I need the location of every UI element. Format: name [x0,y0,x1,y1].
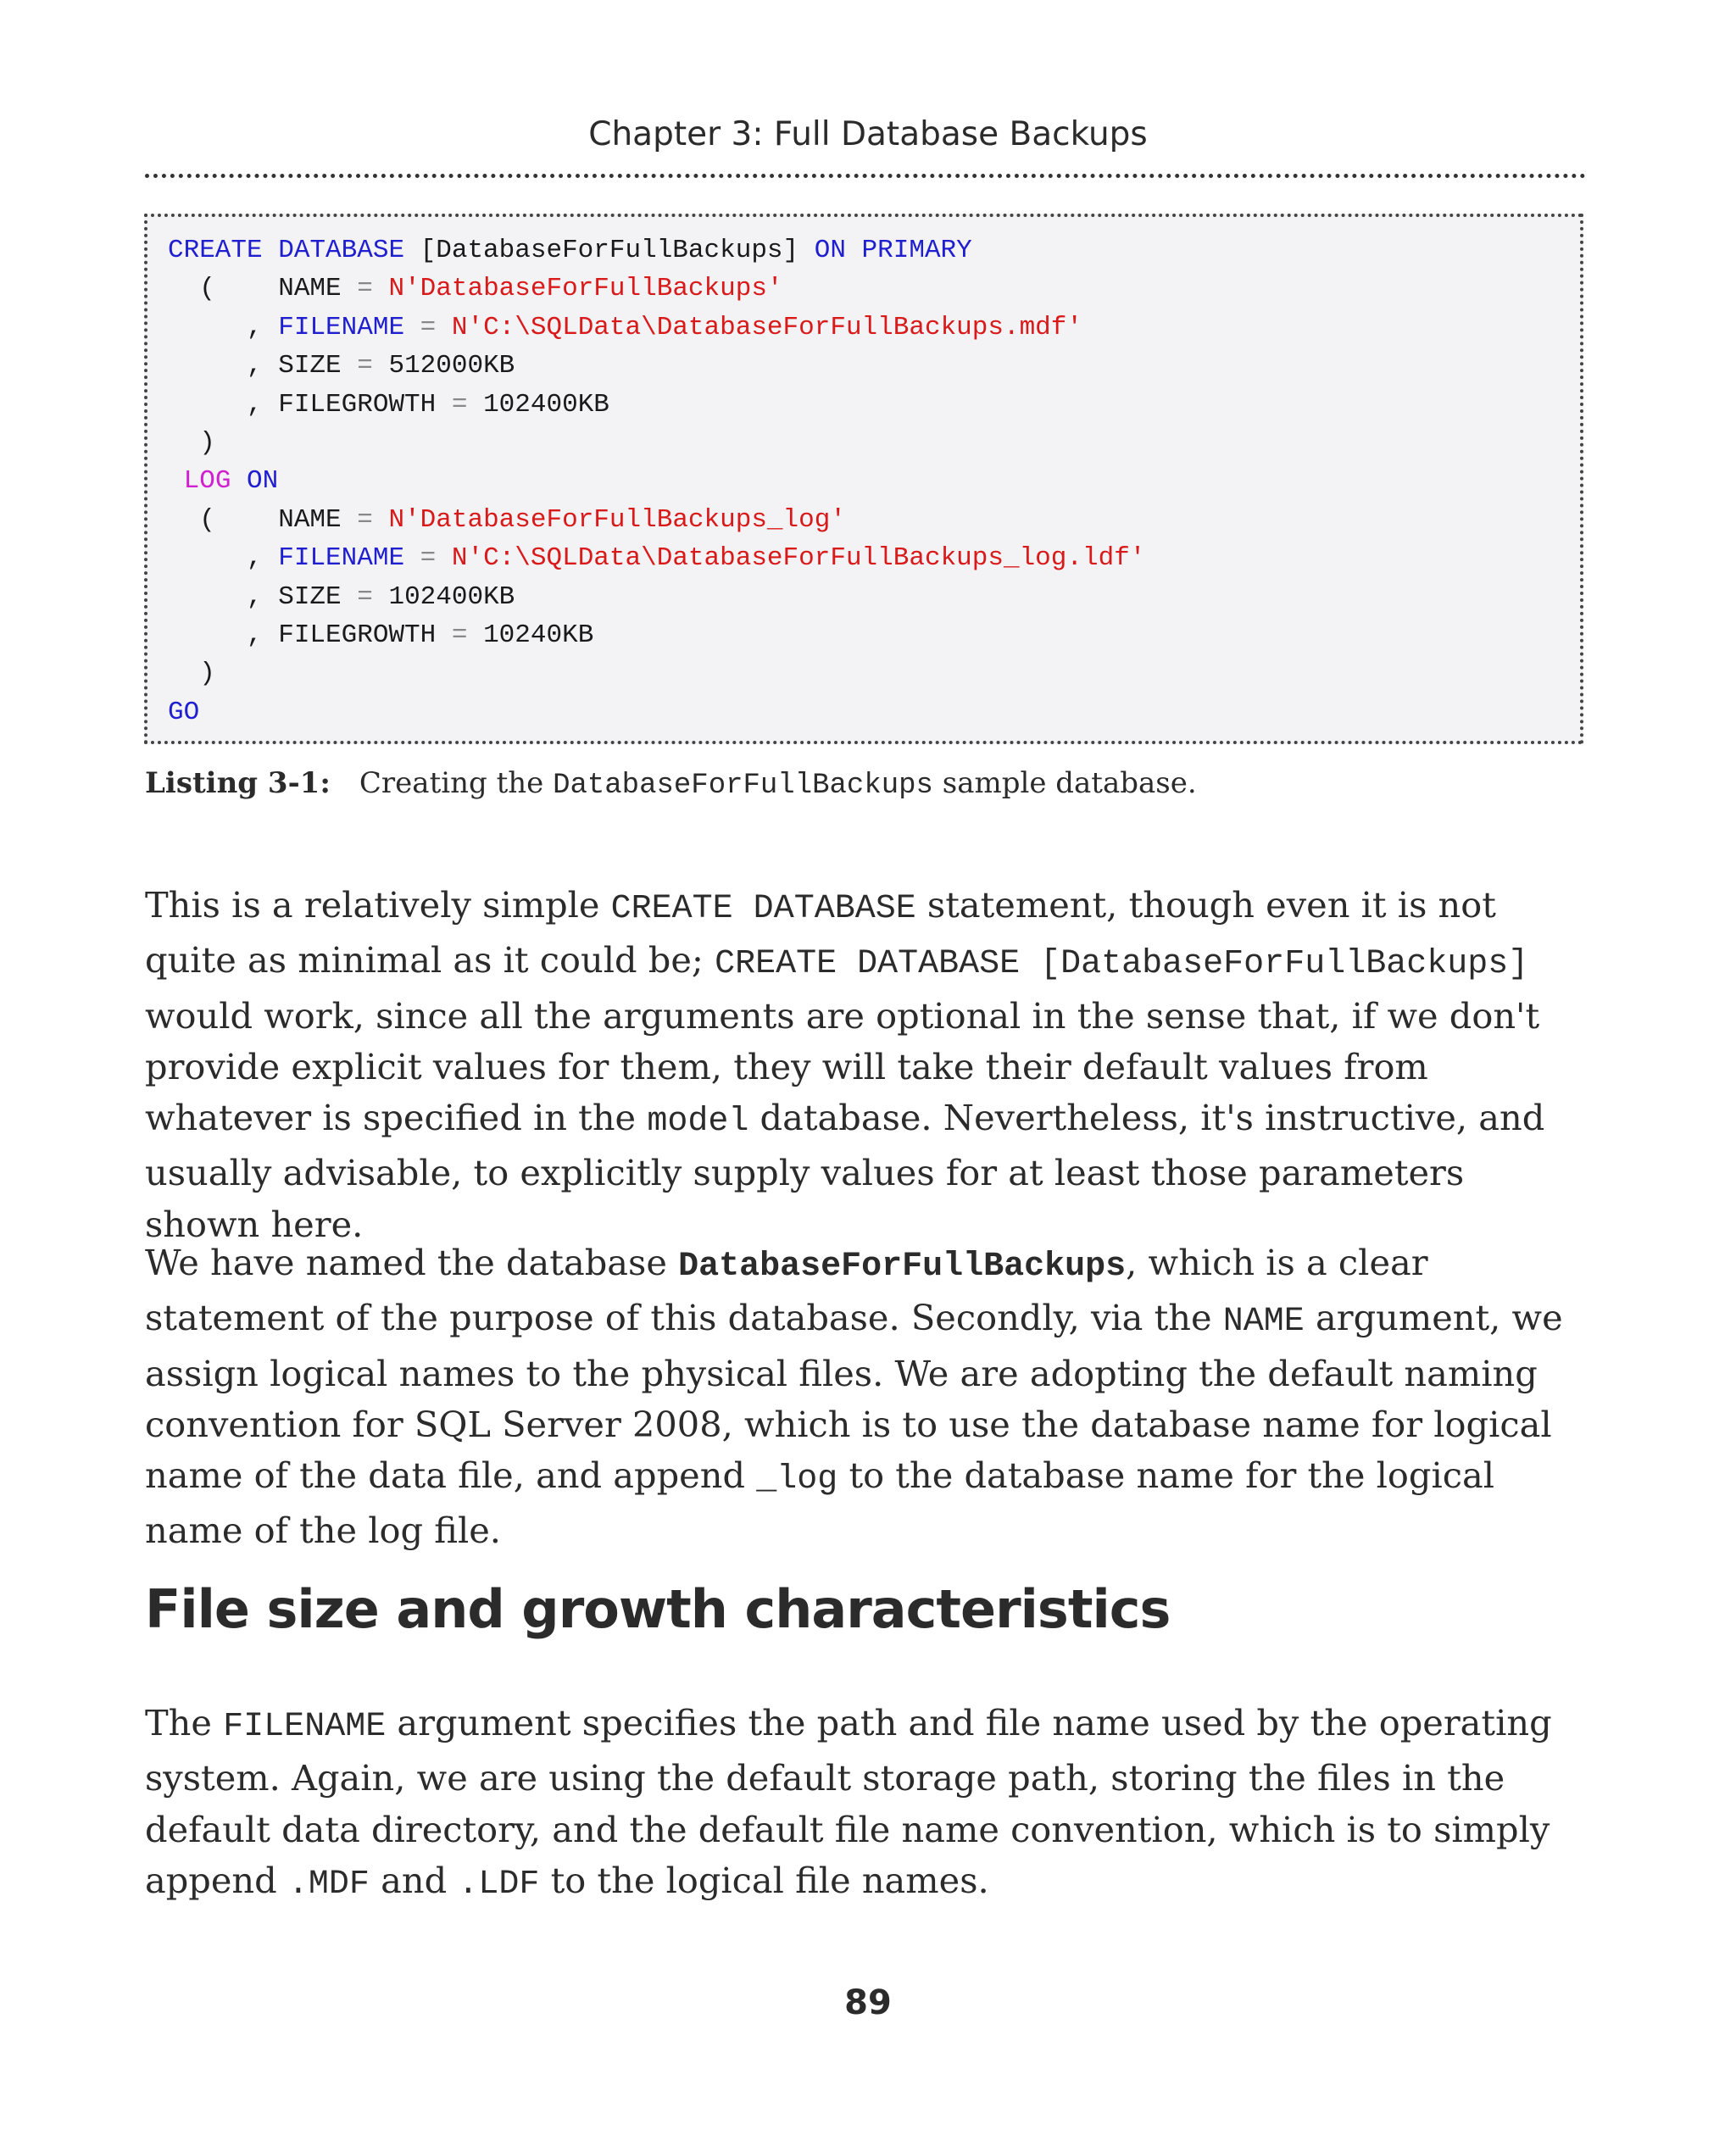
code-line: , FILEGROWTH = 102400KB [168,389,609,420]
body-paragraph: The FILENAME argument specifies the path and file name used by the operating system. Again, we are using the default storage path, storing the files in the default data directory, and the default file name convention, which is to simply append .MDF and .LDF to the logical file names. [145,1702,1552,1904]
running-head: Chapter 3: Full Database Backups [588,115,1148,153]
code-line: ) [168,659,215,689]
code-line: ( NAME = N'DatabaseForFullBackups' [168,274,783,304]
caption-label: Listing 3-1: [145,766,331,800]
code-line: , FILEGROWTH = 10240KB [168,620,594,650]
code-line: LOG ON [183,466,279,497]
code-line: CREATE DATABASE [DatabaseForFullBackups] ON PRIMARY [168,236,972,265]
code-listing [144,214,1583,744]
page-number: 89 [844,1983,892,2022]
code-line: GO [168,697,200,727]
header-divider [145,174,1586,178]
caption-text: Creating the DatabaseForFullBackups sample database. [359,766,1197,802]
code-line: , SIZE = 512000KB [168,351,515,381]
code-line: ( NAME = N'DatabaseForFullBackups_log' [168,504,846,535]
section-heading: File size and growth characteristics [145,1578,1171,1640]
body-paragraph: We have named the database DatabaseForFullBackups, which is a clear statement of the purpose of this database. Secondly, via the NAME argument, we assign logical names to the physical files. We are adopting the default naming convention for SQL Server 2008, which is to use the database name for logical name of the data file, and append _log to the database name for the logical name of the log file. [145,1242,1563,1552]
code-line: , FILENAME = N'C:\SQLData\DatabaseForFullBackups.mdf' [168,312,1082,342]
listing-caption [145,765,1197,804]
code-line: , SIZE = 102400KB [168,581,515,612]
body-paragraph: This is a relatively simple CREATE DATABASE statement, though even it is not quite as minimal as it could be; CREATE DATABASE [DatabaseForFullBackups] would work, since all the arguments are optional in the sense that, if we don't provide explicit values for them, they will take their default values from whatever is specified in the model database. Nevertheless, it's instructive, and usually advisable, to explicitly supply values for at least those parameters shown here. [145,884,1545,1245]
code-line: , FILENAME = N'C:\SQLData\DatabaseForFullBackups_log.ldf' [168,543,1146,574]
code-line: ) [168,427,215,458]
